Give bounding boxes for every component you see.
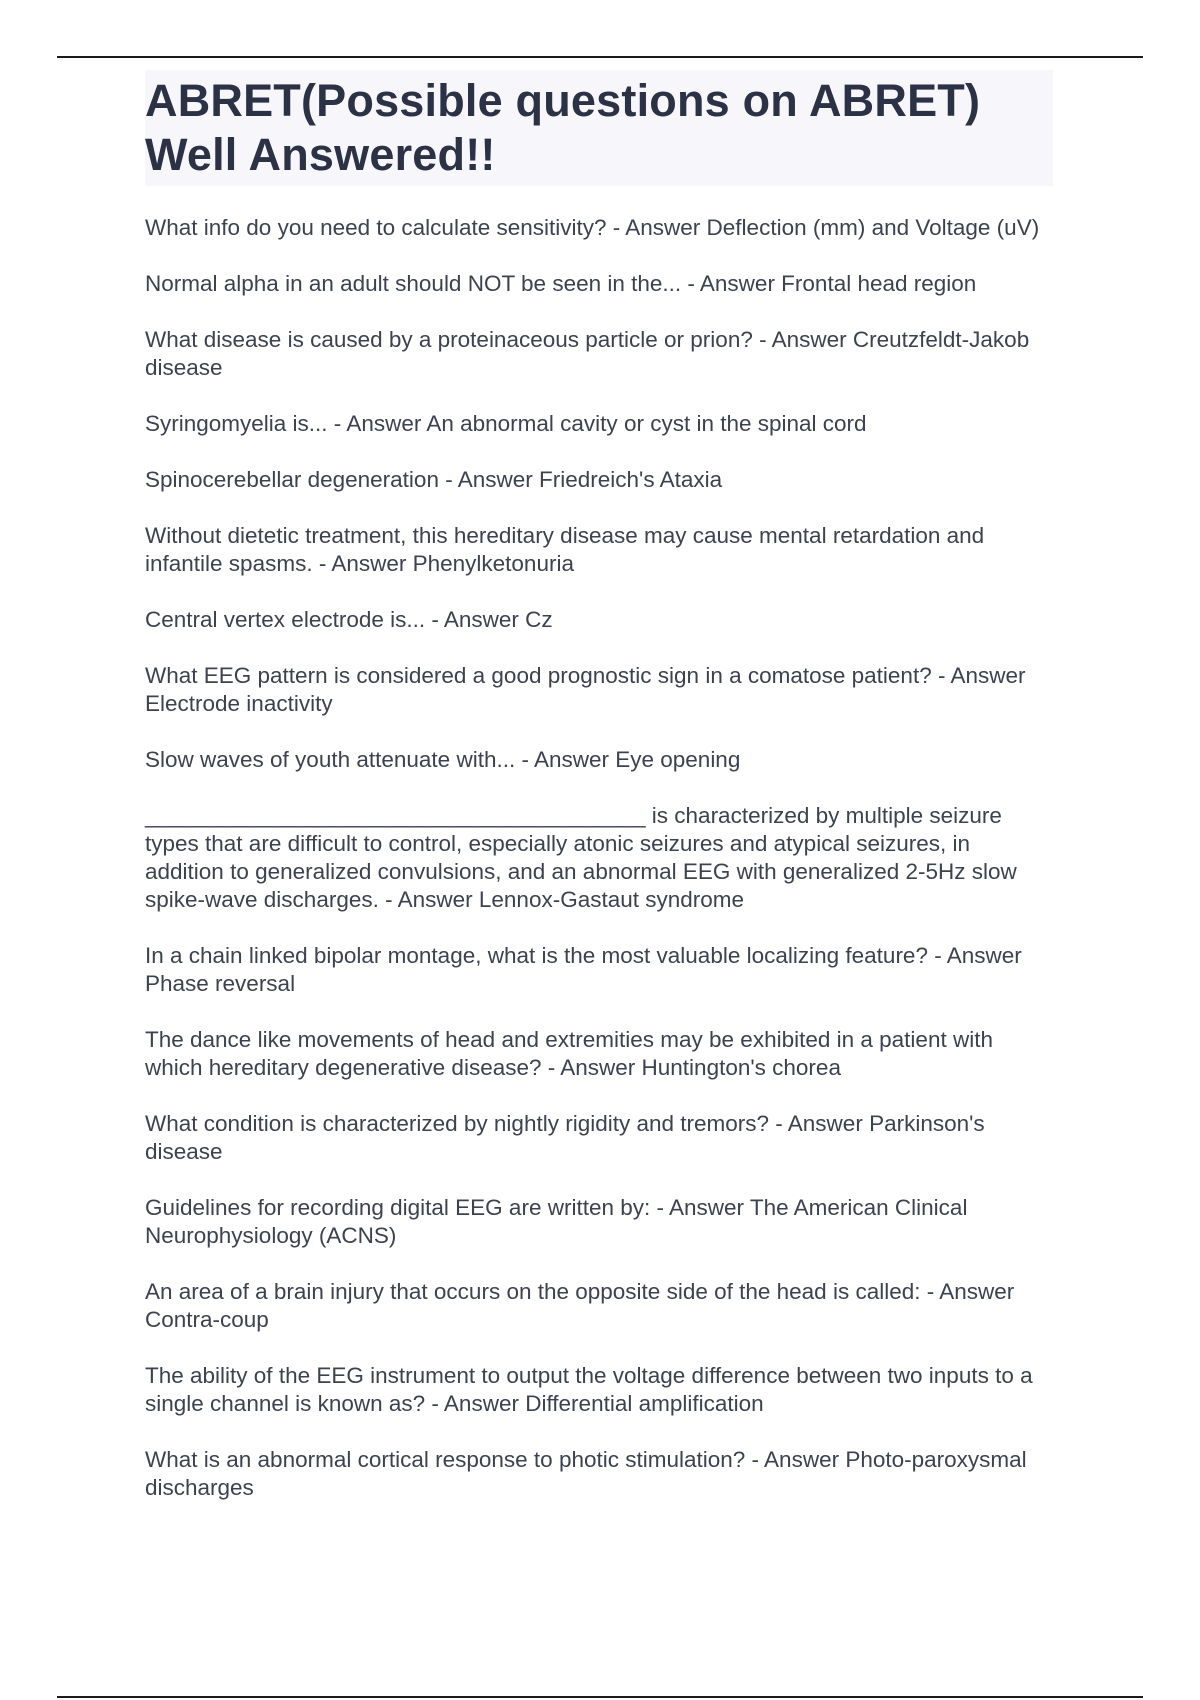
qa-item-6: Without dietetic treatment, this hereditary disease may cause mental retardation and infantile spasms. - Answer Phenylketonuria — [145, 523, 985, 576]
title-block — [145, 70, 1053, 186]
qa-item-2: Normal alpha in an adult should NOT be seen in the... - Answer Frontal head region — [145, 271, 977, 296]
qa-item-10: ________________________________________ is characterized by multiple seizure types that are difficult to control, especially atonic seizures and atypical seizures, in addition to generalized convulsions, and an abnormal EEG with generalized 2-5Hz slow spike-wave discharges. - Answer Lennox-Gastaut syndrome — [145, 803, 1017, 912]
top-divider — [57, 56, 1143, 58]
qa-item-15: An area of a brain injury that occurs on the opposite side of the head is called: - Answer Contra-coup — [145, 1279, 1015, 1332]
qa-item-4: Syringomyelia is... - Answer An abnormal cavity or cyst in the spinal cord — [145, 411, 867, 436]
qa-item-12: The dance like movements of head and extremities may be exhibited in a patient with which hereditary degenerative disease? - Answer Huntington's chorea — [145, 1027, 993, 1080]
document-page — [145, 70, 1055, 1530]
document-title: ABRET(Possible questions on ABRET) Well Answered!! — [145, 75, 981, 180]
qa-item-9: Slow waves of youth attenuate with... - Answer Eye opening — [145, 747, 741, 772]
qa-item-13: What condition is characterized by nightly rigidity and tremors? - Answer Parkinson's disease — [145, 1111, 985, 1164]
qa-item-17: What is an abnormal cortical response to photic stimulation? - Answer Photo-paroxysmal discharges — [145, 1447, 1027, 1500]
qa-item-8: What EEG pattern is considered a good prognostic sign in a comatose patient? - Answer Electrode inactivity — [145, 663, 1026, 716]
qa-item-16: The ability of the EEG instrument to output the voltage difference between two inputs to a single channel is known as? - Answer Differential amplification — [145, 1363, 1033, 1416]
bottom-divider — [57, 1696, 1143, 1698]
qa-list — [145, 214, 1055, 1502]
qa-item-11: In a chain linked bipolar montage, what is the most valuable localizing feature? - Answer Phase reversal — [145, 943, 1022, 996]
qa-item-5: Spinocerebellar degeneration - Answer Friedreich's Ataxia — [145, 467, 723, 492]
qa-item-14: Guidelines for recording digital EEG are written by: - Answer The American Clinical Neurophysiology (ACNS) — [145, 1195, 968, 1248]
qa-item-3: What disease is caused by a proteinaceous particle or prion? - Answer Creutzfeldt-Jakob disease — [145, 327, 1030, 380]
qa-item-7: Central vertex electrode is... - Answer Cz — [145, 607, 553, 632]
qa-item-1: What info do you need to calculate sensitivity? - Answer Deflection (mm) and Voltage (uV) — [145, 215, 1040, 240]
